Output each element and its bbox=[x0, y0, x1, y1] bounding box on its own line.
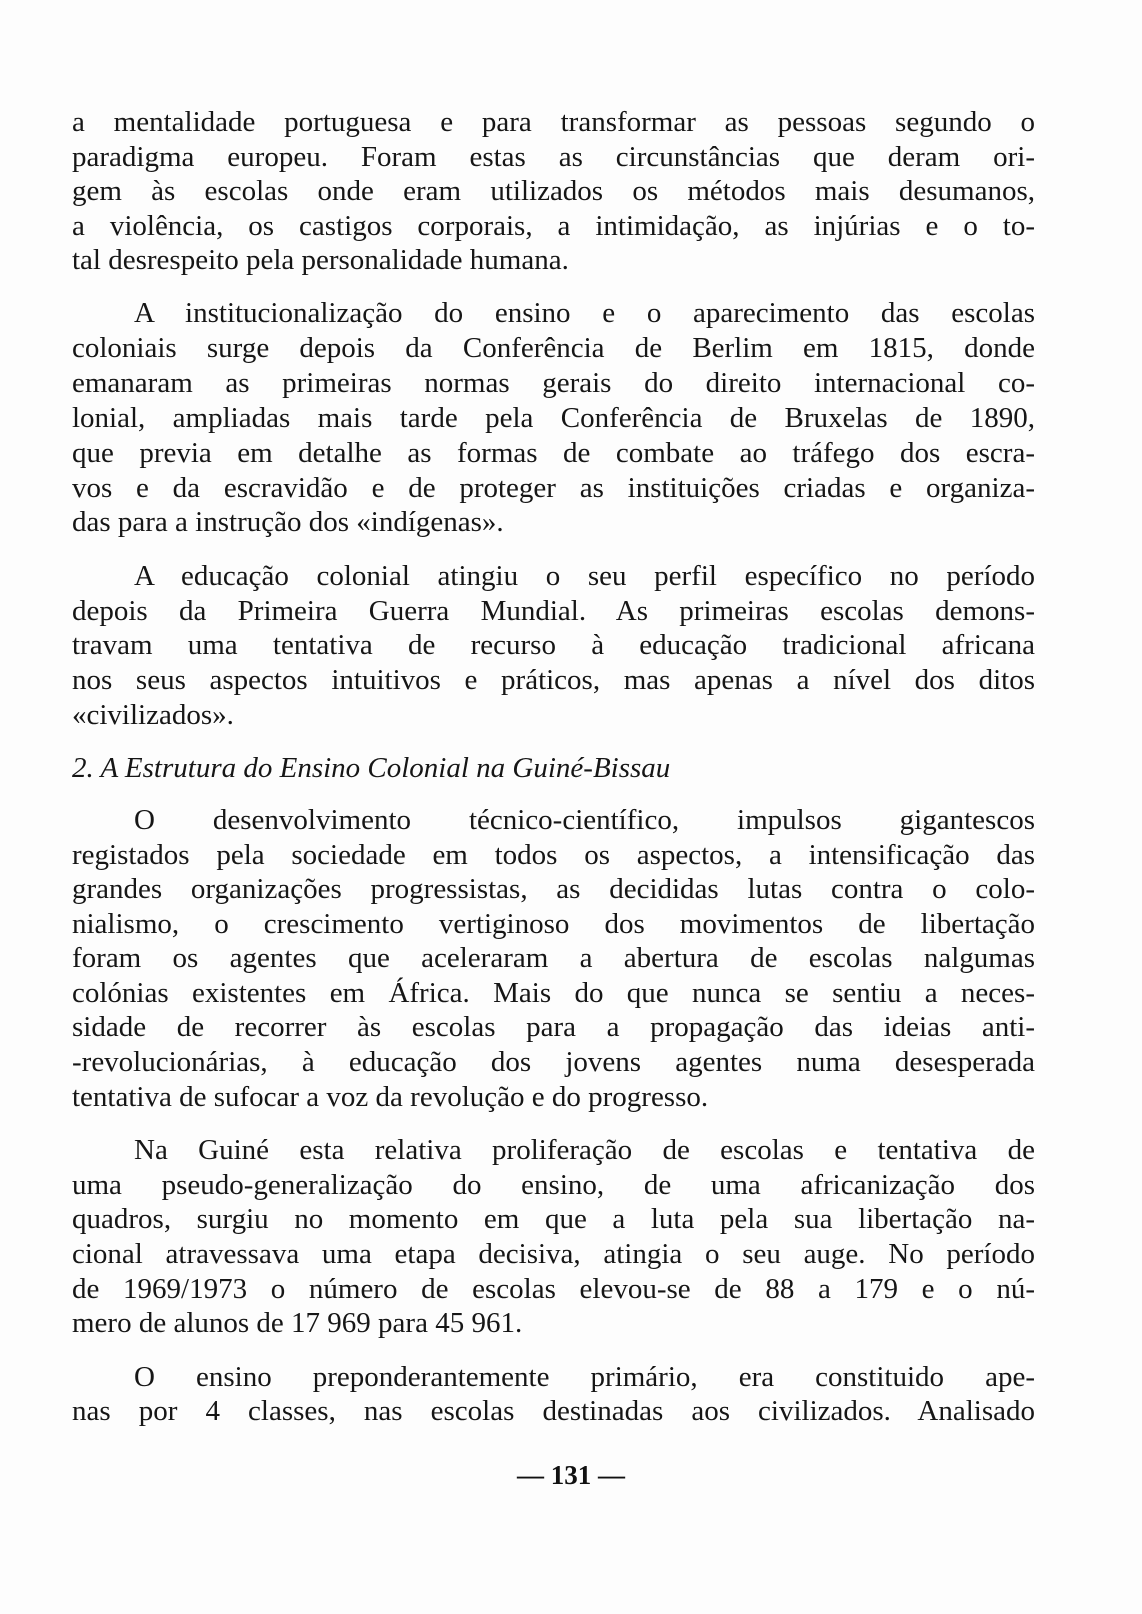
paragraph-line: uma pseudo-generalização do ensino, de uma africanização dos bbox=[72, 1169, 1035, 1201]
page-number: — 131 — bbox=[517, 1460, 625, 1490]
paragraph-line: cional atravessava uma etapa decisiva, atingia o seu auge. No período bbox=[72, 1238, 1035, 1270]
paragraph-line: coloniais surge depois da Conferência de Berlim em 1815, donde bbox=[72, 332, 1035, 364]
paragraph-line: tentativa de sufocar a voz da revolução e do progresso. bbox=[72, 1081, 709, 1113]
paragraph-line: a violência, os castigos corporais, a intimidação, as injúrias e o to- bbox=[72, 210, 1035, 242]
paragraph-line: grandes organizações progressistas, as decididas lutas contra o colo- bbox=[72, 873, 1035, 905]
paragraph-line: que previa em detalhe as formas de combate ao tráfego dos escra- bbox=[72, 437, 1035, 469]
paragraph-line: lonial, ampliadas mais tarde pela Conferência de Bruxelas de 1890, bbox=[72, 402, 1035, 434]
paragraph-line: sidade de recorrer às escolas para a propagação das ideias anti- bbox=[72, 1011, 1035, 1043]
paragraph-line: Na Guiné esta relativa proliferação de escolas e tentativa de bbox=[134, 1134, 1035, 1166]
paragraph-line: de 1969/1973 o número de escolas elevou-se de 88 a 179 e o nú- bbox=[72, 1273, 1035, 1305]
paragraph-line: «civilizados». bbox=[72, 699, 234, 731]
paragraph-line: travam uma tentativa de recurso à educação tradicional africana bbox=[72, 629, 1035, 661]
paragraph-line: A educação colonial atingiu o seu perfil específico no período bbox=[134, 560, 1035, 592]
paragraph-line: depois da Primeira Guerra Mundial. As primeiras escolas demons- bbox=[72, 595, 1035, 627]
paragraph-line: tal desrespeito pela personalidade humana. bbox=[72, 244, 569, 276]
paragraph-line: O desenvolvimento técnico-científico, impulsos gigantescos bbox=[134, 804, 1035, 836]
section-heading: 2. A Estrutura do Ensino Colonial na Guiné-Bissau bbox=[72, 752, 671, 784]
paragraph-line: quadros, surgiu no momento em que a luta pela sua libertação na- bbox=[72, 1203, 1035, 1235]
paragraph-line: colónias existentes em África. Mais do que nunca se sentiu a neces- bbox=[72, 977, 1035, 1009]
paragraph-line: foram os agentes que aceleraram a abertura de escolas nalgumas bbox=[72, 942, 1035, 974]
paragraph-line: emanaram as primeiras normas gerais do direito internacional co- bbox=[72, 367, 1035, 399]
paragraph-line: nas por 4 classes, nas escolas destinadas aos civilizados. Analisado bbox=[72, 1395, 1035, 1427]
paragraph-line: a mentalidade portuguesa e para transformar as pessoas segundo o bbox=[72, 106, 1035, 138]
paragraph-line: nialismo, o crescimento vertiginoso dos movimentos de libertação bbox=[72, 908, 1035, 940]
paragraph-line: vos e da escravidão e de proteger as instituições criadas e organiza- bbox=[72, 472, 1035, 504]
paragraph-line: O ensino preponderantemente primário, era constituido ape- bbox=[134, 1361, 1035, 1393]
paragraph-line: gem às escolas onde eram utilizados os métodos mais desumanos, bbox=[72, 175, 1035, 207]
paragraph-line: nos seus aspectos intuitivos e práticos, mas apenas a nível dos ditos bbox=[72, 664, 1035, 696]
paragraph-line: mero de alunos de 17 969 para 45 961. bbox=[72, 1307, 523, 1339]
paragraph-line: paradigma europeu. Foram estas as circunstâncias que deram ori- bbox=[72, 141, 1035, 173]
paragraph-line: das para a instrução dos «indígenas». bbox=[72, 506, 504, 538]
paragraph-line: registados pela sociedade em todos os aspectos, a intensificação das bbox=[72, 839, 1035, 871]
paragraph-line: A institucionalização do ensino e o aparecimento das escolas bbox=[134, 297, 1035, 329]
paragraph-line: -revolucionárias, à educação dos jovens agentes numa desesperada bbox=[72, 1046, 1035, 1078]
